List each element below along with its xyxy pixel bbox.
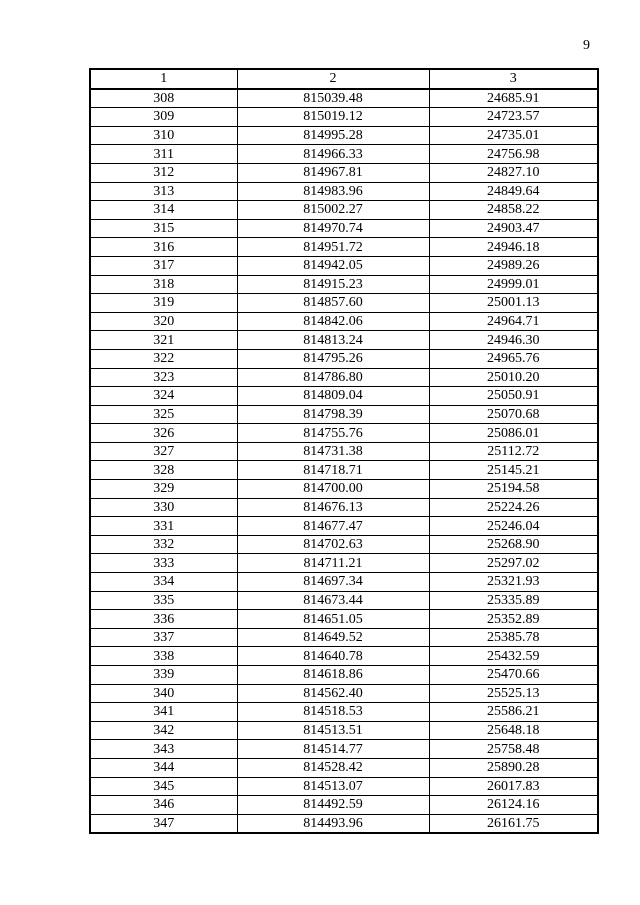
point-number-cell: 343: [90, 740, 237, 759]
table-row: [90, 405, 598, 424]
x-coordinate-cell: 814995.28: [237, 126, 429, 145]
y-coordinate-cell: 24989.26: [429, 256, 598, 275]
table-row: [90, 796, 598, 815]
column-header-2: 2: [237, 69, 429, 89]
point-number-cell: 330: [90, 498, 237, 517]
page-number: 9: [583, 38, 590, 53]
x-coordinate-cell: 814514.77: [237, 740, 429, 759]
x-coordinate-cell: 814513.51: [237, 721, 429, 740]
point-number-cell: 312: [90, 163, 237, 182]
x-coordinate-cell: 814967.81: [237, 163, 429, 182]
table-row: [90, 610, 598, 629]
y-coordinate-cell: 25050.91: [429, 387, 598, 406]
table-body: [90, 89, 598, 834]
x-coordinate-cell: 814798.39: [237, 405, 429, 424]
x-coordinate-cell: 815039.48: [237, 89, 429, 108]
y-coordinate-cell: 25335.89: [429, 591, 598, 610]
point-number-cell: 315: [90, 219, 237, 238]
table-row: [90, 349, 598, 368]
y-coordinate-cell: 25145.21: [429, 461, 598, 480]
point-number-cell: 317: [90, 256, 237, 275]
table-row: [90, 145, 598, 164]
x-coordinate-cell: 815002.27: [237, 201, 429, 220]
y-coordinate-cell: 26124.16: [429, 796, 598, 815]
x-coordinate-cell: 814518.53: [237, 703, 429, 722]
y-coordinate-cell: 25112.72: [429, 442, 598, 461]
table-row: [90, 554, 598, 573]
point-number-cell: 324: [90, 387, 237, 406]
x-coordinate-cell: 814970.74: [237, 219, 429, 238]
y-coordinate-cell: 24858.22: [429, 201, 598, 220]
point-number-cell: 337: [90, 628, 237, 647]
y-coordinate-cell: 25246.04: [429, 517, 598, 536]
column-header-3: 3: [429, 69, 598, 89]
y-coordinate-cell: 25321.93: [429, 573, 598, 592]
point-number-cell: 338: [90, 647, 237, 666]
x-coordinate-cell: 814528.42: [237, 758, 429, 777]
table-row: [90, 628, 598, 647]
x-coordinate-cell: 814786.80: [237, 368, 429, 387]
y-coordinate-cell: 24999.01: [429, 275, 598, 294]
point-number-cell: 339: [90, 666, 237, 685]
table-row: [90, 89, 598, 108]
table-row: [90, 238, 598, 257]
y-coordinate-cell: 25086.01: [429, 424, 598, 443]
y-coordinate-cell: 25525.13: [429, 684, 598, 703]
x-coordinate-cell: 814942.05: [237, 256, 429, 275]
x-coordinate-cell: 814618.86: [237, 666, 429, 685]
table-row: [90, 703, 598, 722]
x-coordinate-cell: 814493.96: [237, 814, 429, 833]
table-row: [90, 573, 598, 592]
point-number-cell: 328: [90, 461, 237, 480]
x-coordinate-cell: 814983.96: [237, 182, 429, 201]
x-coordinate-cell: 814513.07: [237, 777, 429, 796]
table-row: [90, 480, 598, 499]
point-number-cell: 329: [90, 480, 237, 499]
table-row: [90, 777, 598, 796]
x-coordinate-cell: 814651.05: [237, 610, 429, 629]
table-row: [90, 758, 598, 777]
x-coordinate-cell: 814562.40: [237, 684, 429, 703]
y-coordinate-cell: 24965.76: [429, 349, 598, 368]
table-row: [90, 256, 598, 275]
point-number-cell: 316: [90, 238, 237, 257]
table-row: [90, 666, 598, 685]
y-coordinate-cell: 25890.28: [429, 758, 598, 777]
point-number-cell: 326: [90, 424, 237, 443]
table-header: [90, 69, 598, 89]
y-coordinate-cell: 25010.20: [429, 368, 598, 387]
point-number-cell: 333: [90, 554, 237, 573]
x-coordinate-cell: 814809.04: [237, 387, 429, 406]
table-row: [90, 312, 598, 331]
point-number-cell: 310: [90, 126, 237, 145]
y-coordinate-cell: 25268.90: [429, 535, 598, 554]
x-coordinate-cell: 814640.78: [237, 647, 429, 666]
y-coordinate-cell: 25224.26: [429, 498, 598, 517]
y-coordinate-cell: 25297.02: [429, 554, 598, 573]
table-row: [90, 163, 598, 182]
table-row: [90, 461, 598, 480]
point-number-cell: 311: [90, 145, 237, 164]
x-coordinate-cell: 814492.59: [237, 796, 429, 815]
y-coordinate-cell: 25352.89: [429, 610, 598, 629]
point-number-cell: 309: [90, 108, 237, 127]
header-row: [90, 69, 598, 89]
point-number-cell: 325: [90, 405, 237, 424]
y-coordinate-cell: 24756.98: [429, 145, 598, 164]
x-coordinate-cell: 814842.06: [237, 312, 429, 331]
y-coordinate-cell: 25470.66: [429, 666, 598, 685]
table-row: [90, 740, 598, 759]
y-coordinate-cell: 24903.47: [429, 219, 598, 238]
y-coordinate-cell: 24946.30: [429, 331, 598, 350]
point-number-cell: 323: [90, 368, 237, 387]
y-coordinate-cell: 25070.68: [429, 405, 598, 424]
point-number-cell: 336: [90, 610, 237, 629]
table-row: [90, 331, 598, 350]
point-number-cell: 320: [90, 312, 237, 331]
point-number-cell: 332: [90, 535, 237, 554]
point-number-cell: 318: [90, 275, 237, 294]
point-number-cell: 340: [90, 684, 237, 703]
x-coordinate-cell: 815019.12: [237, 108, 429, 127]
x-coordinate-cell: 814718.71: [237, 461, 429, 480]
point-number-cell: 334: [90, 573, 237, 592]
table-row: [90, 647, 598, 666]
table-row: [90, 201, 598, 220]
point-number-cell: 335: [90, 591, 237, 610]
column-header-1: 1: [90, 69, 237, 89]
y-coordinate-cell: 25385.78: [429, 628, 598, 647]
y-coordinate-cell: 25586.21: [429, 703, 598, 722]
point-number-cell: 308: [90, 89, 237, 108]
y-coordinate-cell: 25648.18: [429, 721, 598, 740]
x-coordinate-cell: 814697.34: [237, 573, 429, 592]
table-row: [90, 517, 598, 536]
x-coordinate-cell: 814702.63: [237, 535, 429, 554]
x-coordinate-cell: 814649.52: [237, 628, 429, 647]
y-coordinate-cell: 26017.83: [429, 777, 598, 796]
point-number-cell: 322: [90, 349, 237, 368]
coordinates-table: [89, 68, 599, 834]
x-coordinate-cell: 814755.76: [237, 424, 429, 443]
x-coordinate-cell: 814857.60: [237, 294, 429, 313]
table-row: [90, 721, 598, 740]
y-coordinate-cell: 25758.48: [429, 740, 598, 759]
y-coordinate-cell: 25001.13: [429, 294, 598, 313]
table-row: [90, 219, 598, 238]
x-coordinate-cell: 814731.38: [237, 442, 429, 461]
table-row: [90, 275, 598, 294]
table-row: [90, 294, 598, 313]
x-coordinate-cell: 814951.72: [237, 238, 429, 257]
point-number-cell: 344: [90, 758, 237, 777]
x-coordinate-cell: 814700.00: [237, 480, 429, 499]
y-coordinate-cell: 24723.57: [429, 108, 598, 127]
y-coordinate-cell: 24964.71: [429, 312, 598, 331]
point-number-cell: 331: [90, 517, 237, 536]
point-number-cell: 347: [90, 814, 237, 833]
x-coordinate-cell: 814677.47: [237, 517, 429, 536]
y-coordinate-cell: 25194.58: [429, 480, 598, 499]
table-row: [90, 126, 598, 145]
table-row: [90, 442, 598, 461]
table-row: [90, 591, 598, 610]
x-coordinate-cell: 814711.21: [237, 554, 429, 573]
point-number-cell: 327: [90, 442, 237, 461]
point-number-cell: 341: [90, 703, 237, 722]
point-number-cell: 313: [90, 182, 237, 201]
table-row: [90, 684, 598, 703]
table-row: [90, 368, 598, 387]
y-coordinate-cell: 24735.01: [429, 126, 598, 145]
point-number-cell: 346: [90, 796, 237, 815]
x-coordinate-cell: 814813.24: [237, 331, 429, 350]
x-coordinate-cell: 814966.33: [237, 145, 429, 164]
table-row: [90, 182, 598, 201]
table-row: [90, 535, 598, 554]
point-number-cell: 319: [90, 294, 237, 313]
y-coordinate-cell: 24685.91: [429, 89, 598, 108]
point-number-cell: 321: [90, 331, 237, 350]
y-coordinate-cell: 24827.10: [429, 163, 598, 182]
x-coordinate-cell: 814795.26: [237, 349, 429, 368]
table-row: [90, 498, 598, 517]
table-row: [90, 108, 598, 127]
x-coordinate-cell: 814676.13: [237, 498, 429, 517]
table-row: [90, 424, 598, 443]
table-row: [90, 814, 598, 833]
y-coordinate-cell: 24849.64: [429, 182, 598, 201]
point-number-cell: 342: [90, 721, 237, 740]
x-coordinate-cell: 814915.23: [237, 275, 429, 294]
point-number-cell: 345: [90, 777, 237, 796]
point-number-cell: 314: [90, 201, 237, 220]
y-coordinate-cell: 26161.75: [429, 814, 598, 833]
table-row: [90, 387, 598, 406]
y-coordinate-cell: 25432.59: [429, 647, 598, 666]
y-coordinate-cell: 24946.18: [429, 238, 598, 257]
x-coordinate-cell: 814673.44: [237, 591, 429, 610]
